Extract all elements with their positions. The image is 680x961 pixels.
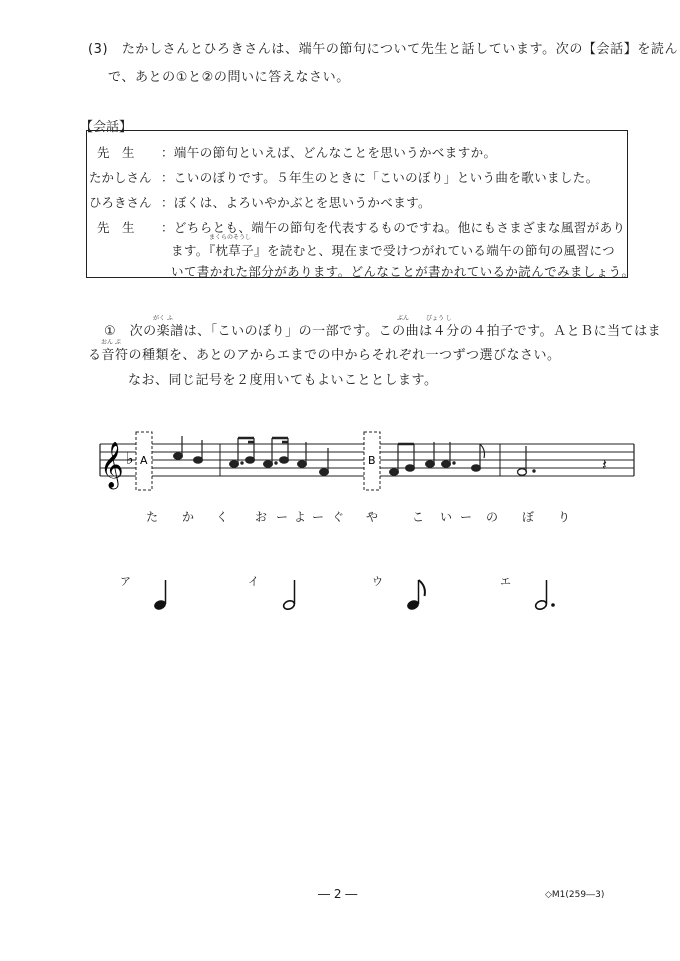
- dialogue-line-3: ：ぼくは、よろいやかぶとを思いうかべます。: [161, 195, 431, 210]
- dialogue-line-4: ：どちらとも、端午の節句を代表するものですね。他にもさまざまな風習があり: [161, 220, 626, 235]
- quarter-note-icon: [152, 578, 172, 612]
- box-b-label: B: [368, 454, 376, 467]
- question-intro-line2: で、あとの①と②の問いに答えなさい。: [108, 70, 350, 85]
- lyric-syllable: こ: [412, 510, 425, 524]
- lyric-syllable: た: [146, 510, 159, 524]
- ruby-onpu: おん ぷ: [101, 339, 121, 346]
- speaker-hiroki: ひろきさん: [89, 195, 152, 210]
- dotted-half-note-icon: [533, 578, 561, 612]
- q1-line2: る音符の種類を、あとのアからエまでの中からそれぞれ一つずつ選びなさい。: [88, 348, 561, 363]
- lyric-syllable: お: [255, 510, 268, 524]
- lyric-syllable: や: [366, 510, 379, 524]
- quarter-rest-icon: 𝄽: [602, 455, 607, 474]
- box-a-label: A: [140, 454, 148, 467]
- lyric-syllable: よ: [294, 510, 307, 524]
- dialogue-line-1: ：端午の節句といえば、どんなことを思いうかべますか。: [161, 145, 497, 160]
- ruby-byoushi: びょう し: [426, 315, 452, 322]
- dialogue-line-2: ：こいのぼりです。５年生のときに「こいのぼり」という曲を歌いました。: [161, 170, 599, 185]
- music-score: [96, 428, 636, 500]
- measure-4-notes: [518, 446, 608, 475]
- flat-icon: ♭: [126, 449, 134, 468]
- lyric-syllable: い: [440, 510, 453, 524]
- q1-line3: なお、同じ記号を２度用いてもよいこととします。: [128, 373, 438, 388]
- lyric-syllable: り: [558, 510, 571, 524]
- option-i-label: イ: [248, 575, 259, 588]
- dialogue-line-5: ます。『枕草子』を読むと、現在まで受けつがれている端午の節句の風習につ: [171, 243, 616, 258]
- lyric-syllable: ぐ: [332, 510, 345, 524]
- ruby-makura: まくらのそうし: [209, 234, 252, 241]
- document-code: ◇M1(259―3): [545, 890, 605, 900]
- eighth-note-icon: [405, 578, 429, 612]
- speaker-teacher: 先 生: [97, 145, 135, 160]
- dialogue-heading: 【会話】: [80, 120, 133, 135]
- speaker-takashi: たかしさん: [89, 170, 152, 185]
- measure-3-notes: [390, 442, 485, 475]
- ruby-gakufu: がく ふ: [153, 315, 173, 322]
- ruby-bun: ぶん: [397, 315, 410, 322]
- measure-1-notes: [174, 436, 203, 463]
- dialogue-line-6: いて書かれた部分があります。どんなことが書かれているか読んでみましょう。: [171, 264, 635, 279]
- lyric-syllable: ー: [460, 510, 473, 524]
- lyric-syllable: の: [486, 510, 499, 524]
- speaker-teacher: 先 生: [97, 220, 135, 235]
- dialogue-box: [86, 130, 635, 279]
- lyric-syllable: か: [182, 510, 195, 524]
- page-number: ― 2 ―: [318, 887, 358, 901]
- option-a-label: ア: [120, 575, 131, 588]
- lyric-syllable: ぼ: [522, 510, 535, 524]
- lyric-syllable: ー: [312, 510, 325, 524]
- question-intro-line1: (3) たかしさんとひろきさんは、端午の節句について先生と話しています。次の【会話】を読ん: [88, 42, 679, 57]
- lyric-syllable: ー: [276, 510, 289, 524]
- half-note-icon: [281, 578, 301, 612]
- lyric-syllable: く: [216, 510, 229, 524]
- option-e-label: エ: [500, 575, 511, 588]
- q1-line1: ① 次の楽譜は、「こいのぼり」の一部です。この曲は４分の４拍子です。ＡとＢに当てはま: [104, 324, 662, 339]
- option-u-label: ウ: [372, 575, 383, 588]
- treble-clef-icon: 𝄞: [100, 442, 124, 488]
